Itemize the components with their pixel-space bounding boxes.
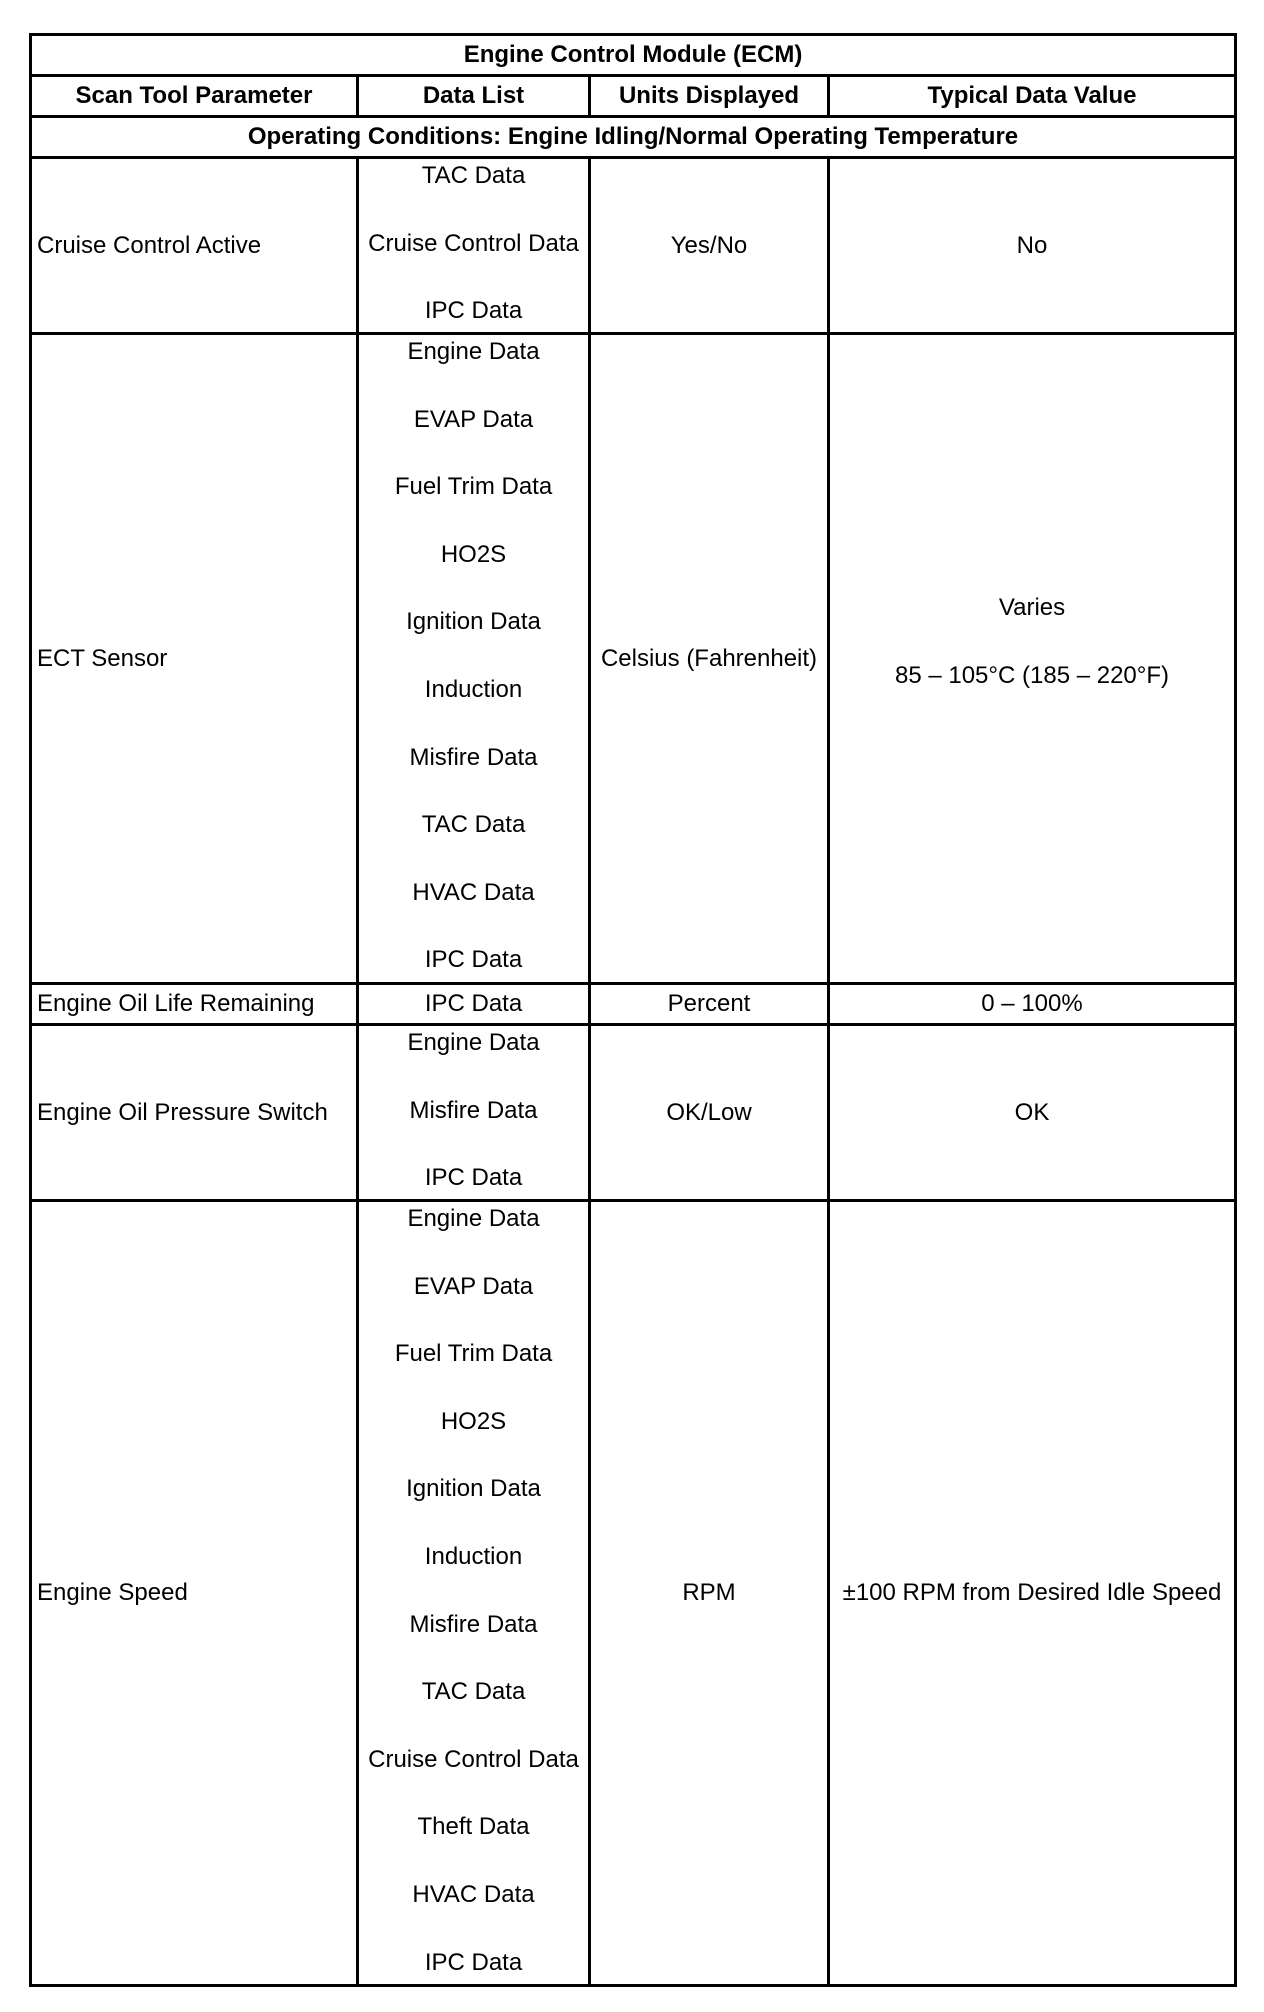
table-row xyxy=(31,984,1236,1025)
data-list-item: Misfire Data xyxy=(409,1610,538,1638)
units-cell: RPM xyxy=(590,1201,829,1986)
parameter-cell: Engine Oil Pressure Switch xyxy=(31,1025,358,1201)
data-list-item: TAC Data xyxy=(421,1678,526,1706)
data-list-item: Cruise Control Data xyxy=(368,229,579,257)
column-header-parameter: Scan Tool Parameter xyxy=(31,76,358,117)
column-header-units: Units Displayed xyxy=(590,76,829,117)
parameter-cell: Engine Oil Life Remaining xyxy=(31,984,358,1025)
data-list-item: HVAC Data xyxy=(412,878,535,906)
data-list-item: Engine Data xyxy=(407,1029,540,1056)
value-cell: OK xyxy=(829,1025,1236,1201)
data-list-item: Fuel Trim Data xyxy=(394,473,553,501)
data-list-item: Ignition Data xyxy=(406,1475,541,1503)
data-list-cell xyxy=(358,334,590,984)
data-list-item: Engine Data xyxy=(407,338,540,365)
units-cell: OK/Low xyxy=(590,1025,829,1201)
table-title-row xyxy=(31,35,1236,76)
data-list-item: Induction xyxy=(424,675,523,703)
data-list-item: IPC Data xyxy=(424,297,523,325)
data-list-item: IPC Data xyxy=(424,1164,523,1192)
conditions-row xyxy=(31,117,1236,158)
value-cell: ±100 RPM from Desired Idle Speed xyxy=(829,1201,1236,1986)
data-list-item: Misfire Data xyxy=(409,1096,538,1124)
units-cell: Celsius (Fahrenheit) xyxy=(590,334,829,984)
units-cell: Percent xyxy=(590,984,829,1025)
data-list-item: IPC Data xyxy=(424,946,523,974)
column-header-data-list: Data List xyxy=(358,76,590,117)
data-list-item: Engine Data xyxy=(407,1205,540,1232)
data-list-item: HO2S xyxy=(440,1407,507,1435)
value-cell: 0 – 100% xyxy=(829,984,1236,1025)
data-list-item: Fuel Trim Data xyxy=(394,1340,553,1368)
ecm-data-table xyxy=(29,33,1237,1987)
data-list-item: Misfire Data xyxy=(409,743,538,771)
value-line: Varies xyxy=(998,593,1066,621)
data-list-item: Theft Data xyxy=(417,1813,530,1841)
data-list-item: Cruise Control Data xyxy=(368,1745,579,1773)
data-list-item: Ignition Data xyxy=(406,608,541,636)
data-list-item: TAC Data xyxy=(421,811,526,839)
parameter-cell: Engine Speed xyxy=(31,1201,358,1986)
table-row xyxy=(31,1025,1236,1201)
data-list-item: EVAP Data xyxy=(413,405,534,433)
data-list-cell xyxy=(358,158,590,334)
parameter-cell: Cruise Control Active xyxy=(31,158,358,334)
value-line: 85 – 105°C (185 – 220°F) xyxy=(894,661,1170,689)
table-title: Engine Control Module (ECM) xyxy=(31,35,1236,76)
data-list-cell: IPC Data xyxy=(358,984,590,1025)
data-list-item: EVAP Data xyxy=(413,1272,534,1300)
operating-conditions: Operating Conditions: Engine Idling/Normal Operating Temperature xyxy=(31,117,1236,158)
units-cell: Yes/No xyxy=(590,158,829,334)
data-list-item: HVAC Data xyxy=(412,1880,535,1908)
table-row xyxy=(31,158,1236,334)
data-list-item: Induction xyxy=(424,1542,523,1570)
data-list-item: TAC Data xyxy=(421,162,526,189)
table-row xyxy=(31,334,1236,984)
column-header-typical-value: Typical Data Value xyxy=(829,76,1236,117)
table-row xyxy=(31,1201,1236,1986)
data-list-item: IPC Data xyxy=(424,1948,523,1976)
column-header-row xyxy=(31,76,1236,117)
data-list-item: HO2S xyxy=(440,540,507,568)
value-cell: No xyxy=(829,158,1236,334)
data-list-cell xyxy=(358,1201,590,1986)
value-cell xyxy=(829,334,1236,984)
parameter-cell: ECT Sensor xyxy=(31,334,358,984)
data-list-cell xyxy=(358,1025,590,1201)
